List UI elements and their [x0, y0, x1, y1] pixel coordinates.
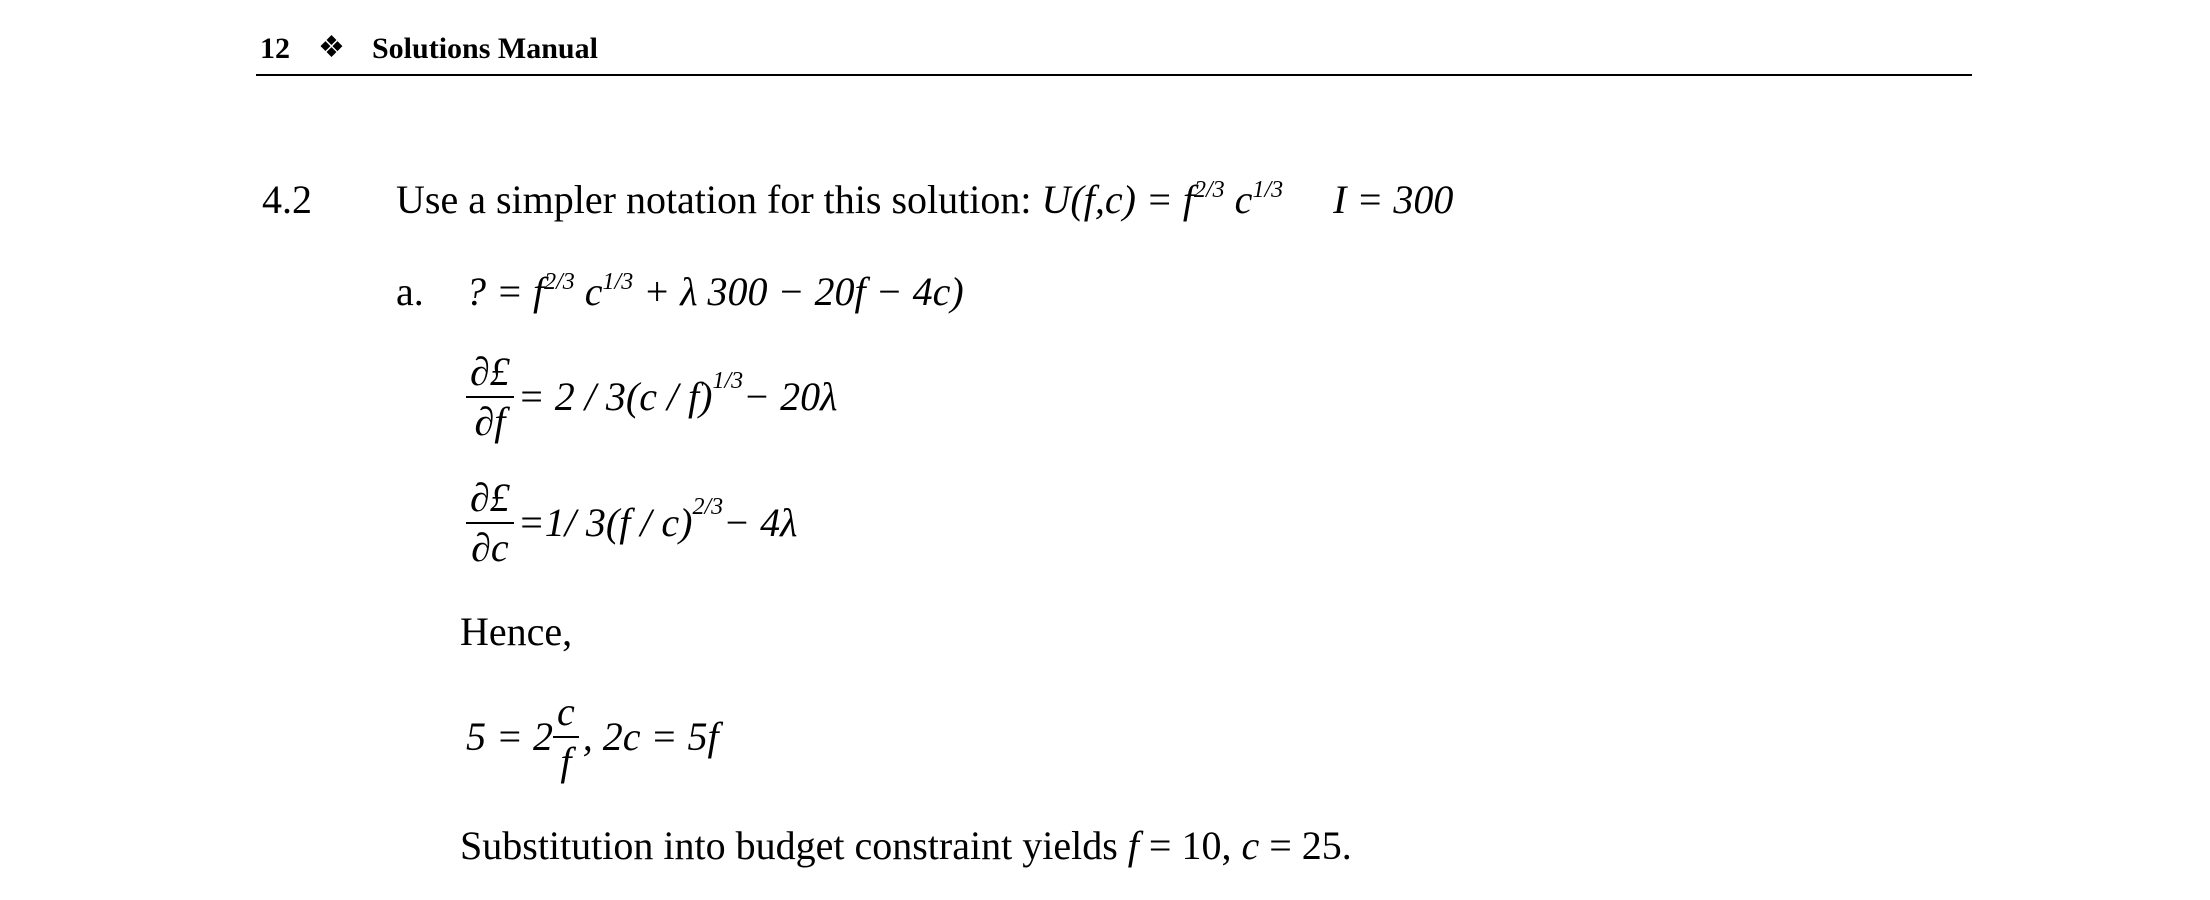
- income-constraint: I = 300: [1333, 177, 1454, 222]
- problem-intro: Use a simpler notation for this solution:: [396, 177, 1032, 222]
- diamond-separator-icon: ❖: [318, 31, 345, 64]
- problem-statement: [396, 177, 1454, 222]
- fraction: $\frac{\partial£}{\partial f}$: [466, 352, 514, 442]
- fraction: $\frac{\partial£}{\partial c}$: [466, 478, 514, 568]
- page-header: [256, 28, 1972, 76]
- part-a-label: a.: [396, 269, 424, 314]
- page-number: 12: [260, 32, 290, 65]
- partial-derivative-f: $\frac{\partial£}{\partial f}$ = 2 / 3(c / f) 1/3 − 20λ: [466, 352, 838, 442]
- header-title: Solutions Manual: [372, 32, 598, 65]
- problem-number: 4.2: [262, 177, 312, 222]
- fraction: $\frac{c}{f}$: [553, 692, 579, 782]
- lagrangian-expression: ? = $f^{2/3}$ $c^{1/3} + \lambda$ 300 − 20f − 4c): [466, 269, 964, 314]
- partial-derivative-c: $\frac{\partial£}{\partial c}$ =1/ 3(f / c) 2/3 − 4λ: [466, 478, 798, 568]
- conclusion-text: Substitution into budget constraint yields f = 10, c = 25.: [460, 823, 1352, 868]
- utility-function: $U(f,c) = f^{2/3}$ $c^{1/3}$: [1041, 177, 1284, 222]
- ratio-equation: 5 = 2 $\frac{c}{f}$ , 2c = 5f: [466, 689, 719, 784]
- hence-text: Hence,: [460, 609, 573, 654]
